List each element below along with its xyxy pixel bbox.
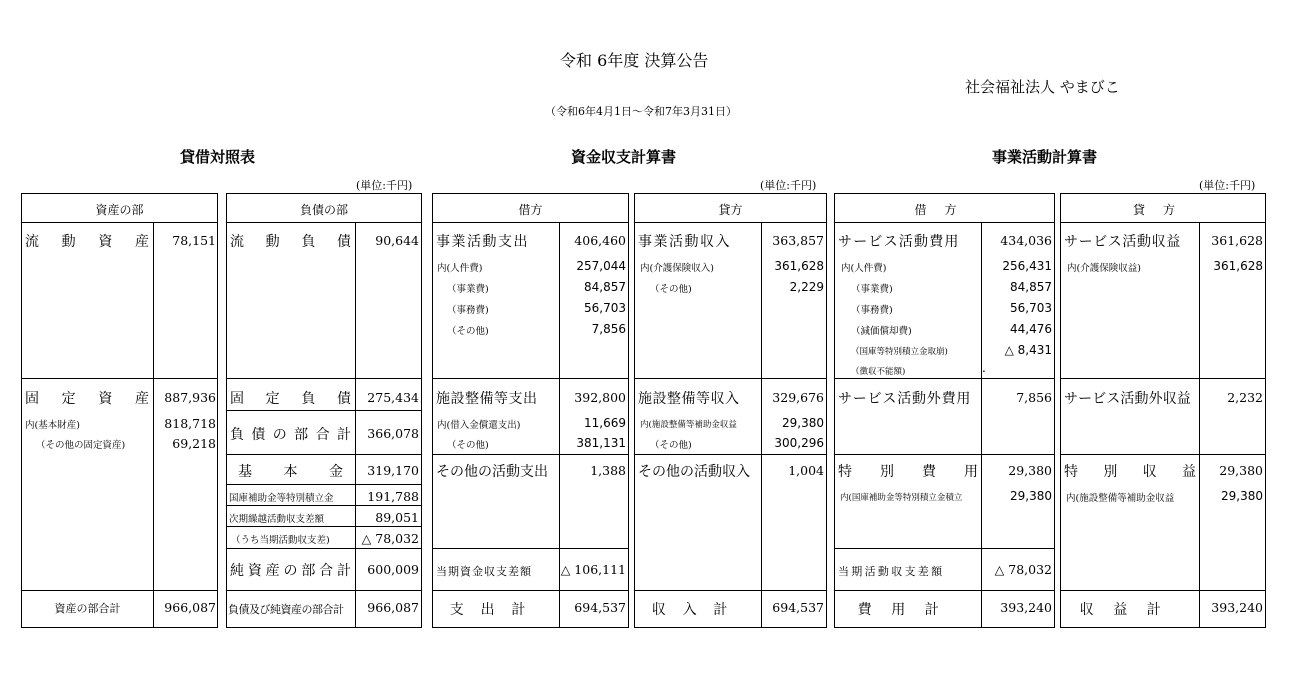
service-cost-sub-1-label: （事業費)	[851, 284, 893, 295]
assets-total-label: 資産の部合計	[54, 602, 121, 615]
biz-exp-label: 事業活動支出	[436, 234, 529, 250]
special-rev-sub-label: 内(施設整備等補助金収益	[1066, 493, 1175, 504]
biz-inc-sub-1-value: 2,229	[789, 280, 824, 294]
activity-debit-header: 借方	[914, 203, 975, 217]
service-cost-sub-4-value: △ 8,431	[1004, 343, 1052, 357]
balance-sheet-title: 貸借対照表	[180, 148, 256, 166]
service-cost-sub-2-value: 56,703	[1010, 301, 1052, 315]
special-cost-sub-label: 内(国庫補助金等特別積立金積立	[840, 493, 963, 503]
fund-balance-label: 当期資金収支差額	[436, 565, 532, 578]
other-inc-label: その他の活動収入	[638, 464, 750, 480]
exp-total-value: 694,537	[574, 600, 626, 615]
balance-sheet-unit: (単位:千円)	[356, 179, 413, 192]
nonservice-rev-label: サービス活動外収益	[1064, 391, 1191, 407]
nonservice-cost-value: 7,856	[1016, 390, 1052, 405]
facility-exp-sub-1-value: 381,131	[576, 436, 626, 450]
facility-inc-value: 329,676	[772, 390, 824, 405]
service-cost-sub-5-value: .	[982, 361, 986, 375]
facility-inc-sub-1-label: （その他)	[650, 440, 692, 451]
fund-credit-header: 貸方	[718, 203, 743, 217]
service-cost-sub-5-label: （徴収不能額)	[851, 367, 906, 377]
biz-exp-sub-1-label: （事業費)	[447, 284, 489, 295]
biz-inc-label: 事業活動収入	[638, 234, 731, 250]
nonservice-rev-value: 2,232	[1227, 390, 1263, 405]
activity-credit-table	[1060, 193, 1266, 628]
basic-fund-value: 319,170	[367, 463, 419, 478]
activity-balance-value: △ 78,032	[994, 562, 1052, 577]
other-exp-value: 1,388	[590, 463, 626, 478]
service-rev-value: 361,628	[1211, 233, 1263, 248]
current-diff-label: （うち当期活動収支差)	[231, 535, 330, 546]
service-cost-sub-3-value: 44,476	[1010, 322, 1052, 336]
fixed-assets-sub1-value: 818,718	[164, 416, 216, 431]
service-cost-sub-1-value: 84,857	[1010, 280, 1052, 294]
activity-credit-header: 貸方	[1132, 203, 1193, 217]
exp-total-label: 支出計	[449, 602, 543, 618]
biz-exp-sub-2-label: （事務費)	[447, 305, 489, 316]
reserve-value: 191,788	[367, 489, 419, 504]
special-cost-sub-value: 29,380	[1010, 489, 1052, 503]
activity-debit-table	[834, 193, 1055, 628]
fixed-assets-value: 887,936	[164, 390, 216, 405]
biz-exp-sub-1-value: 84,857	[584, 280, 626, 294]
basic-fund-label: 基 本 金	[238, 464, 343, 480]
fund-debit-header: 借方	[518, 203, 543, 217]
fixed-assets-sub2-value: 69,218	[172, 436, 216, 451]
service-cost-value: 434,036	[1000, 233, 1052, 248]
current-liabilities-value: 90,644	[375, 233, 419, 248]
cost-total-value: 393,240	[1000, 600, 1052, 615]
biz-exp-sub-0-value: 257,044	[576, 259, 626, 273]
liab-net-total-label: 負債及び純資産の部合計	[228, 603, 344, 616]
page-title: 令和 6年度 決算公告	[560, 51, 709, 70]
rev-total-label: 収益計	[1079, 602, 1181, 618]
rev-total-value: 393,240	[1211, 600, 1263, 615]
current-assets-value: 78,151	[172, 233, 216, 248]
biz-inc-sub-1-label: （その他)	[650, 284, 692, 295]
liabilities-total-value: 366,078	[367, 426, 419, 441]
facility-exp-sub-1-label: （その他)	[447, 440, 489, 451]
fixed-assets-sub2-label: （その他の固定資産)	[36, 440, 126, 451]
reserve-label: 国庫補助金等特別積立金	[229, 493, 334, 504]
fund-flow-unit: (単位:千円)	[760, 179, 817, 192]
net-assets-total-value: 600,009	[367, 562, 419, 577]
fund-flow-title: 資金収支計算書	[571, 148, 677, 166]
facility-inc-sub-0-value: 29,380	[782, 416, 824, 430]
other-inc-value: 1,004	[788, 463, 824, 478]
activity-balance-label: 当期活動収支差額	[838, 565, 945, 578]
service-cost-sub-4-label: （国庫等特別積立金取崩)	[851, 347, 948, 357]
fund-debit-table	[432, 193, 629, 628]
service-cost-sub-2-label: （事務費)	[851, 305, 893, 316]
special-rev-value: 29,380	[1219, 463, 1263, 478]
biz-exp-sub-3-value: 7,856	[591, 322, 626, 336]
service-cost-label: サービス活動費用	[838, 234, 960, 250]
service-rev-sub-label: 内(介護保険収益)	[1067, 263, 1141, 274]
liab-net-total-value: 966,087	[367, 600, 419, 615]
fixed-assets-label: 固 定 資 産	[25, 391, 149, 407]
service-rev-sub-value: 361,628	[1213, 259, 1263, 273]
biz-inc-sub-0-label: 内(介護保険収入)	[640, 263, 714, 274]
facility-inc-sub-1-value: 300,296	[774, 436, 824, 450]
liabilities-table	[226, 193, 422, 628]
organization-name: 社会福祉法人 やまびこ	[965, 78, 1120, 96]
biz-exp-sub-2-value: 56,703	[584, 301, 626, 315]
service-cost-sub-3-label: （減価償却費)	[851, 326, 912, 337]
current-assets-label: 流 動 資 産	[25, 234, 149, 250]
liabilities-header: 負債の部	[299, 203, 348, 217]
biz-inc-sub-0-value: 361,628	[774, 259, 824, 273]
biz-exp-sub-0-label: 内(人件費)	[437, 263, 483, 274]
special-rev-label: 特 別 収 益	[1064, 464, 1196, 480]
cost-total-label: 費用計	[857, 602, 959, 618]
net-assets-total-label: 純 資 産 の 部 合 計	[230, 563, 351, 579]
carryover-label: 次期繰越活動収支差額	[229, 514, 325, 525]
fund-balance-value: △ 106,111	[560, 562, 626, 577]
inc-total-label: 収入計	[651, 602, 745, 618]
fixed-liabilities-value: 275,434	[367, 390, 419, 405]
service-cost-sub-0-value: 256,431	[1002, 259, 1052, 273]
special-cost-value: 29,380	[1008, 463, 1052, 478]
activity-title: 事業活動計算書	[992, 148, 1098, 166]
biz-exp-value: 406,460	[574, 233, 626, 248]
special-cost-label: 特 別 費 用	[838, 464, 978, 480]
biz-exp-sub-3-label: （その他)	[447, 326, 489, 337]
facility-inc-sub-0-label: 内(施設整備等補助金収益	[640, 420, 737, 430]
fixed-liabilities-label: 固 定 負 債	[230, 391, 351, 407]
fund-credit-table	[634, 193, 827, 628]
service-rev-label: サービス活動収益	[1064, 234, 1181, 250]
assets-header: 資産の部	[95, 203, 144, 217]
other-exp-label: その他の活動支出	[436, 464, 548, 480]
activity-unit: (単位:千円)	[1199, 179, 1256, 192]
fixed-assets-sub1-label: 内(基本財産)	[25, 420, 80, 431]
carryover-value: 89,051	[375, 510, 419, 525]
facility-exp-value: 392,800	[574, 390, 626, 405]
special-rev-sub-value: 29,380	[1221, 489, 1263, 503]
current-liabilities-label: 流 動 負 債	[230, 234, 351, 250]
current-diff-value: △ 78,032	[361, 531, 419, 546]
inc-total-value: 694,537	[772, 600, 824, 615]
assets-table	[21, 193, 218, 628]
biz-inc-value: 363,857	[772, 233, 824, 248]
facility-exp-label: 施設整備等支出	[436, 391, 538, 407]
assets-total-value: 966,087	[164, 600, 216, 615]
liabilities-total-label: 負 債 の 部 合 計	[230, 427, 351, 443]
service-cost-sub-0-label: 内(人件費)	[841, 263, 887, 274]
nonservice-cost-label: サービス活動外費用	[838, 391, 972, 407]
facility-inc-label: 施設整備等収入	[638, 391, 740, 407]
facility-exp-sub-0-value: 11,669	[584, 416, 626, 430]
facility-exp-sub-0-label: 内(借入金償還支出)	[437, 420, 521, 431]
fiscal-period: （令和6年4月1日～令和7年3月31日）	[545, 105, 737, 118]
